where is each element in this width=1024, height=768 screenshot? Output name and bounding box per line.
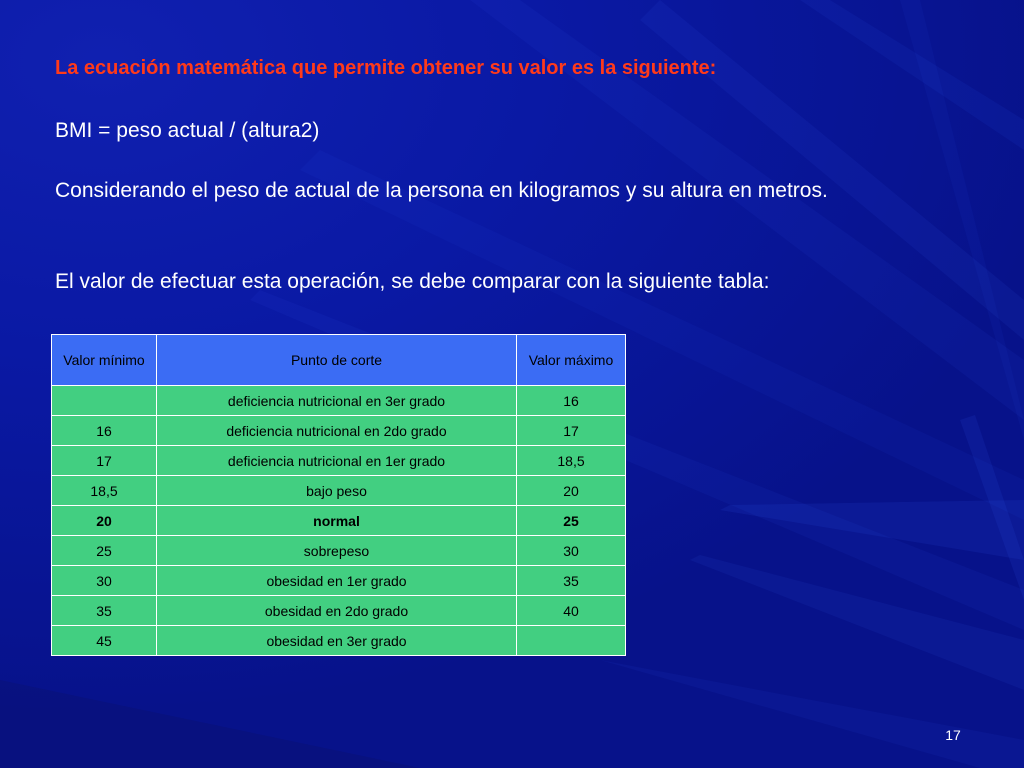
cell-cut: obesidad en 2do grado (157, 596, 517, 626)
table-row (52, 536, 626, 566)
cell-cut: obesidad en 3er grado (157, 626, 517, 656)
cell-max: 25 (517, 506, 626, 536)
cell-cut: bajo peso (157, 476, 517, 506)
cell-min: 18,5 (52, 476, 157, 506)
cell-max: 35 (517, 566, 626, 596)
cell-max (517, 626, 626, 656)
header-max-value: Valor máximo (517, 335, 626, 386)
cell-max: 30 (517, 536, 626, 566)
units-note: Considerando el peso de actual de la persona en kilogramos y su altura en metros. (55, 179, 828, 202)
table-row-normal (52, 506, 626, 536)
cell-min: 20 (52, 506, 157, 536)
cell-min: 45 (52, 626, 157, 656)
cell-min: 16 (52, 416, 157, 446)
header-cut-point: Punto de corte (157, 335, 517, 386)
cell-max: 16 (517, 386, 626, 416)
compare-note: El valor de efectuar esta operación, se debe comparar con la siguiente tabla: (55, 270, 770, 293)
header-min-value: Valor mínimo (52, 335, 157, 386)
table-row (52, 446, 626, 476)
bmi-table (51, 334, 626, 656)
cell-min: 35 (52, 596, 157, 626)
cell-min: 25 (52, 536, 157, 566)
table-row (52, 416, 626, 446)
cell-cut: deficiencia nutricional en 1er grado (157, 446, 517, 476)
cell-max: 40 (517, 596, 626, 626)
page-number: 17 (945, 727, 961, 743)
cell-cut: normal (157, 506, 517, 536)
table-row (52, 596, 626, 626)
slide-heading: La ecuación matemática que permite obtener su valor es la siguiente: (55, 57, 717, 79)
cell-max: 18,5 (517, 446, 626, 476)
cell-max: 17 (517, 416, 626, 446)
bmi-formula: BMI = peso actual / (altura2) (55, 119, 320, 142)
table-row (52, 566, 626, 596)
table-row (52, 626, 626, 656)
cell-min: 30 (52, 566, 157, 596)
cell-min (52, 386, 157, 416)
cell-min: 17 (52, 446, 157, 476)
cell-cut: deficiencia nutricional en 2do grado (157, 416, 517, 446)
cell-cut: deficiencia nutricional en 3er grado (157, 386, 517, 416)
cell-cut: obesidad en 1er grado (157, 566, 517, 596)
table-row (52, 386, 626, 416)
table-header-row (52, 335, 626, 386)
cell-max: 20 (517, 476, 626, 506)
cell-cut: sobrepeso (157, 536, 517, 566)
table-row (52, 476, 626, 506)
